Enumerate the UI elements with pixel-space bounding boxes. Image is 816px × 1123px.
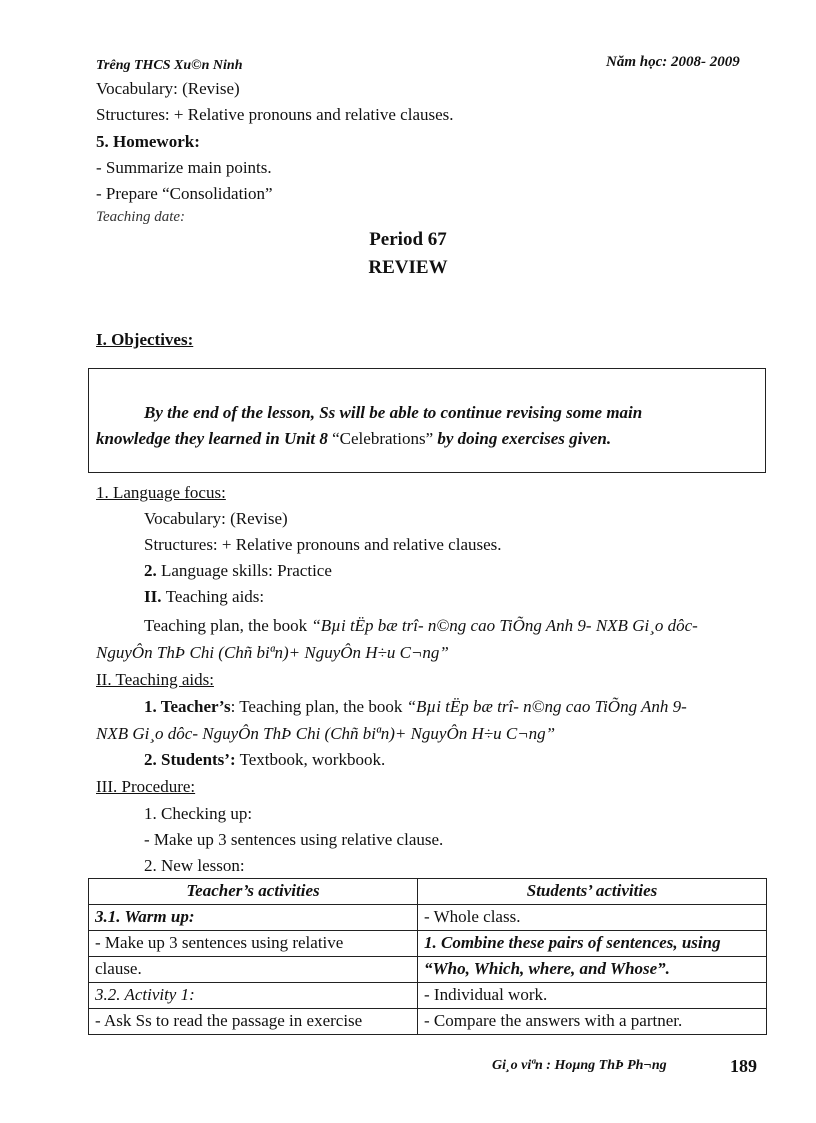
- teacher-aids-line-2: NXB Gi¸o dôc- NguyÔn ThÞ Chi (Chñ biªn)+ NguyÔn H÷u C¬ng”: [96, 724, 556, 743]
- objectives-line-1: By the end of the lesson, Ss will be able to continue revising some main: [144, 403, 643, 422]
- teacher-cell: - Make up 3 sentences using relative: [89, 931, 418, 957]
- header-students: Students’ activities: [418, 879, 767, 905]
- student-cell: 1. Combine these pairs of sentences, using: [418, 931, 767, 957]
- teaching-aids-heading: II. Teaching aids:: [96, 670, 214, 689]
- header-teacher: Teacher’s activities: [89, 879, 418, 905]
- teacher-cell: - Ask Ss to read the passage in exercise: [89, 1009, 418, 1035]
- teacher-aids-line-1: [144, 694, 687, 720]
- activities-table: [88, 878, 767, 1035]
- teacher-aids-num: 1. Teacher’s: [144, 697, 231, 716]
- footer-teacher: Gi¸o viªn : Hoµng ThÞ Ph¬ng: [492, 1058, 667, 1073]
- students-aids-num: 2. Students’:: [144, 750, 236, 769]
- teacher-cell: 3.2. Activity 1:: [89, 983, 418, 1009]
- table-header-row: [89, 879, 767, 905]
- objectives-line-2: [96, 426, 611, 452]
- table-row: [89, 1009, 767, 1035]
- teacher-cell: clause.: [89, 957, 418, 983]
- objectives-line-2-part-1: knowledge they learned in Unit 8: [96, 429, 333, 448]
- lesson-title: REVIEW: [368, 257, 448, 278]
- student-cell: “Who, Which, where, and Whose”.: [418, 957, 767, 983]
- lf-aids-num: II.: [144, 587, 166, 606]
- teacher-cell: [89, 905, 418, 931]
- top-vocabulary: Vocabulary: (Revise): [96, 79, 240, 98]
- objectives-heading: I. Objectives:: [96, 330, 194, 349]
- lf-vocabulary: Vocabulary: (Revise): [144, 509, 288, 528]
- students-aids: [144, 747, 385, 773]
- lf-structures: Structures: + Relative pronouns and relative clauses.: [144, 535, 502, 554]
- objectives-line-2-part-3: by doing exercises given.: [433, 429, 612, 448]
- students-aids-text: Textbook, workbook.: [235, 750, 386, 769]
- procedure-heading: III. Procedure:: [96, 777, 196, 796]
- lf-aids-text: Teaching aids:: [165, 587, 265, 606]
- student-cell: - Individual work.: [418, 983, 767, 1009]
- table-row: [89, 931, 767, 957]
- checking-up: 1. Checking up:: [144, 804, 253, 823]
- lf-aids: [144, 584, 264, 610]
- teaching-date: Teaching date:: [96, 209, 186, 225]
- lf-plan-line-1: [144, 613, 698, 639]
- school-name: Trêng THCS Xu©n Ninh: [96, 58, 243, 73]
- lf-skills-num: 2.: [144, 561, 161, 580]
- homework-item-2: - Prepare “Consolidation”: [96, 184, 273, 203]
- lf-plan-line-2: NguyÔn ThÞ Chi (Chñ biªn)+ NguyÔn H÷u C¬ng”: [96, 643, 449, 662]
- top-structures: Structures: + Relative pronouns and relative clauses.: [96, 105, 454, 124]
- period-title: Period 67: [369, 229, 447, 250]
- warmup-label: 3.1. Warm up:: [95, 907, 195, 926]
- student-cell: - Compare the answers with a partner.: [418, 1009, 767, 1035]
- table-row: [89, 957, 767, 983]
- lf-skills: [144, 558, 332, 584]
- school-year-label: Năm học:: [606, 54, 668, 70]
- homework-item-1: - Summarize main points.: [96, 158, 272, 177]
- teacher-aids-text: : Teaching plan, the book: [230, 697, 407, 716]
- table-row: [89, 983, 767, 1009]
- new-lesson: 2. New lesson:: [144, 856, 245, 875]
- school-year-value: 2008- 2009: [671, 54, 740, 70]
- page-number: 189: [730, 1056, 757, 1076]
- student-cell: - Whole class.: [418, 905, 767, 931]
- homework-heading: 5. Homework:: [96, 132, 200, 151]
- table-row: [89, 905, 767, 931]
- checking-up-item: - Make up 3 sentences using relative clause.: [144, 830, 444, 849]
- lf-skills-text: Language skills: Practice: [161, 561, 332, 580]
- teacher-aids-book-1: “Bµi tËp bæ trî- n©ng cao TiÕng Anh 9-: [406, 697, 687, 716]
- objectives-unit-name: “Celebrations”: [332, 429, 434, 448]
- lf-plan-prefix: Teaching plan, the book: [144, 616, 312, 635]
- lf-plan-book-1: “Bµi tËp bæ trî- n©ng cao TiÕng Anh 9- NXB Gi¸o dôc-: [311, 616, 698, 635]
- school-year: [606, 54, 740, 71]
- language-focus-heading: 1. Language focus:: [96, 483, 226, 502]
